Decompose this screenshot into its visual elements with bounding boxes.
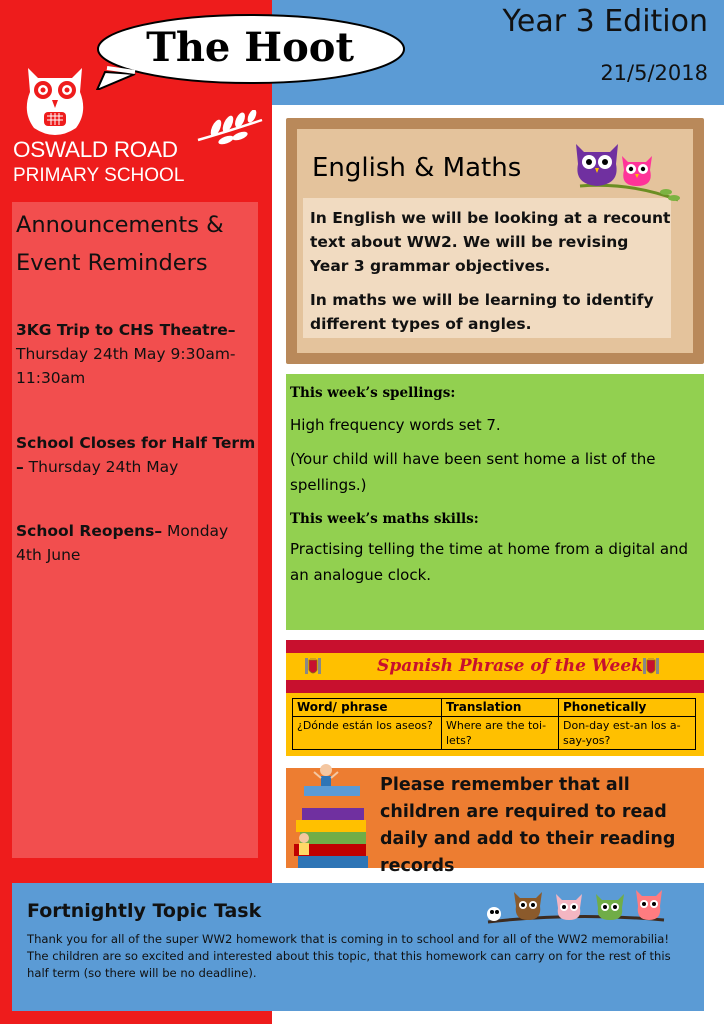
maths-text: In maths we will be learning to identify different types of angles. (310, 291, 654, 333)
event-item (16, 519, 256, 567)
maths-skills-text: Practising telling the time at home from a digital and an analogue clock. (290, 540, 689, 584)
column-header: Phonetically (559, 699, 696, 717)
event-detail: Thursday 24th May (23, 458, 179, 476)
owls-on-branch-icon (484, 886, 668, 932)
table-cell: ¿Dónde están los aseos? (293, 717, 442, 750)
spellings-line2: (Your child will have been sent home a list of the spellings.) (290, 450, 656, 494)
event-name: 3KG Trip to CHS Theatre– (16, 321, 236, 339)
newsletter-title: The Hoot (146, 24, 354, 71)
column-header: Translation (442, 699, 559, 717)
english-maths-title: English & Maths (312, 153, 522, 183)
column-header: Word/ phrase (293, 699, 442, 717)
table-header-row (293, 699, 696, 717)
owl-logo-icon (20, 62, 90, 140)
event-detail: Monday 4th June (16, 522, 229, 564)
event-item (16, 318, 256, 390)
event-item (16, 431, 256, 479)
spain-crest-icon (304, 656, 322, 678)
school-name-line2: PRIMARY SCHOOL (13, 165, 185, 186)
spanish-title: Spanish Phrase of the Week (377, 656, 643, 676)
book-stack-icon (290, 760, 374, 872)
topic-title: Fortnightly Topic Task (27, 900, 262, 922)
event-name: School Closes for Half Term – (16, 434, 256, 476)
spanish-table (292, 698, 696, 750)
edition-label: Year 3 Edition (502, 4, 708, 39)
school-name-line1: OSWALD ROAD (13, 137, 178, 162)
maths-skills-heading: This week’s maths skills: (290, 511, 479, 527)
topic-text: Thank you for all of the super WW2 homework that is coming in to school and for all of the WW2 memorabilia! The children are so excited and interested about this topic, that this homework can carry on for the rest of this half term (so there will be no deadline). (27, 932, 671, 980)
spellings-line1: High frequency words set 7. (290, 416, 501, 434)
table-row (293, 717, 696, 750)
event-name: School Reopens– (16, 522, 163, 540)
table-cell: Where are the toi-lets? (442, 717, 559, 750)
announcements-title: Announcements & Event Reminders (16, 212, 224, 276)
spellings-heading: This week’s spellings: (290, 385, 456, 401)
reading-reminder-text: Please remember that all children are required to read daily and add to their reading records (380, 775, 676, 876)
flag-stripe-bottom (286, 680, 704, 693)
english-text: In English we will be looking at a recount text about WW2. We will be revising Year 3 grammar objectives. (310, 209, 671, 275)
table-cell: Don-day est-an los a-say-yos? (559, 717, 696, 750)
issue-date: 21/5/2018 (600, 61, 708, 85)
event-detail: Thursday 24th May 9:30am-11:30am (16, 345, 236, 387)
owls-on-branch-icon (570, 138, 682, 208)
